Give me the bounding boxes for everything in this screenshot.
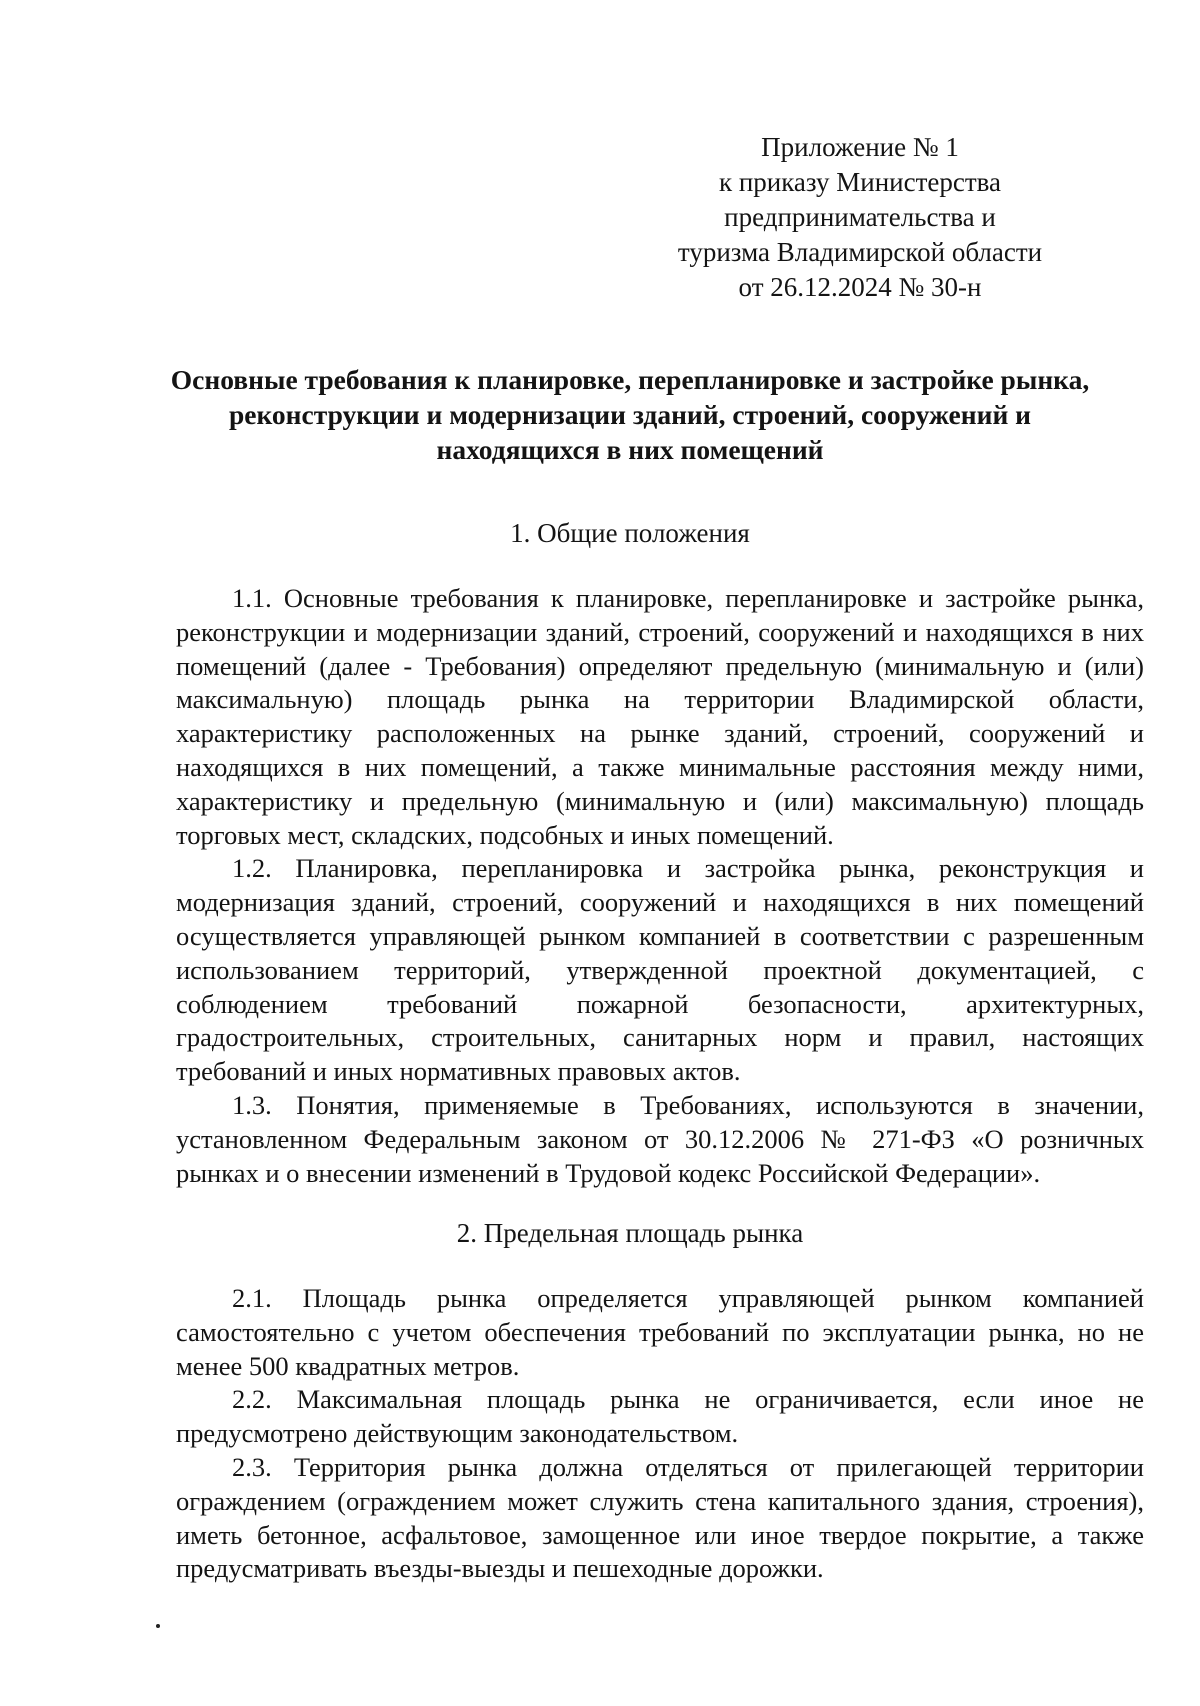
paragraph-1-1: 1.1. Основные требования к планировке, перепланировке и застройке рынка, реконструкции и модернизации зданий, строений, сооружений и находящихся в них помещений (далее - Требования) определяют предельную (минимальную и (или) максимальную) площадь рынка на территории Владимирской области, характеристику расположенных на рынке зданий, строений, сооружений и находящихся в них помещений, а также минимальные расстояния между ними, характеристику и предельную (минимальную и (или) максимальную) площадь торговых мест, складских, подсобных и иных помещений. <box>176 583 1144 850</box>
paragraph-2-1: 2.1. Площадь рынка определяется управляющей рынком компанией самостоятельно с учетом обеспечения требований по эксплуатации рынка, но не менее 500 квадратных метров. <box>176 1283 1144 1381</box>
title-line-1: Основные требования к планировке, перепланировке и застройке рынка, <box>170 364 1090 395</box>
paragraph-2-3: 2.3. Территория рынка должна отделяться от прилегающей территории ограждением (ограждением может служить стена капитального здания, строения), иметь бетонное, асфальтовое, замощенное или иное твердое покрытие, а также предусматривать въезды-выезды и пешеходные дорожки. <box>176 1451 1144 1584</box>
appendix-region: туризма Владимирской области <box>677 237 1043 267</box>
appendix-order-ref: к приказу Министерства <box>718 167 1002 197</box>
section-2-heading: 2. Предельная площадь рынка <box>456 1218 804 1248</box>
title-line-3: находящихся в них помещений <box>436 434 824 465</box>
appendix-number: Приложение № 1 <box>761 132 959 162</box>
title-line-2: реконструкции и модернизации зданий, строений, сооружений и <box>228 399 1032 430</box>
paragraph-1-2: 1.2. Планировка, перепланировка и застройка рынка, реконструкция и модернизация зданий, строений, сооружений и находящихся в них помещений осуществляется управляющей рынком компанией в соответствии с разрешенным использованием территорий, утвержденной проектной документацией, с соблюдением требований пожарной безопасности, архитектурных, градостроительных, строительных, санитарных норм и правил, настоящих требований и иных нормативных правовых актов. <box>176 853 1144 1087</box>
appendix-ministry: предпринимательства и <box>724 202 996 232</box>
document-title <box>170 362 1090 467</box>
scan-speck <box>156 1624 160 1628</box>
paragraph-1-3: 1.3. Понятия, применяемые в Требованиях, используются в значении, установленном Федеральным законом от 30.12.2006 № 271-ФЗ «О розничных рынках и о внесении изменений в Трудовой кодекс Российской Федерации». <box>176 1089 1144 1188</box>
appendix-date: от 26.12.2024 № 30-н <box>738 272 982 302</box>
section-1-heading: 1. Общие положения <box>510 518 750 548</box>
section-2-body <box>176 1282 1144 1586</box>
section-1-body <box>176 582 1144 1190</box>
appendix-note <box>650 130 1070 305</box>
paragraph-2-2: 2.2. Максимальная площадь рынка не ограничивается, если иное не предусмотрено действующим законодательством. <box>176 1384 1144 1449</box>
